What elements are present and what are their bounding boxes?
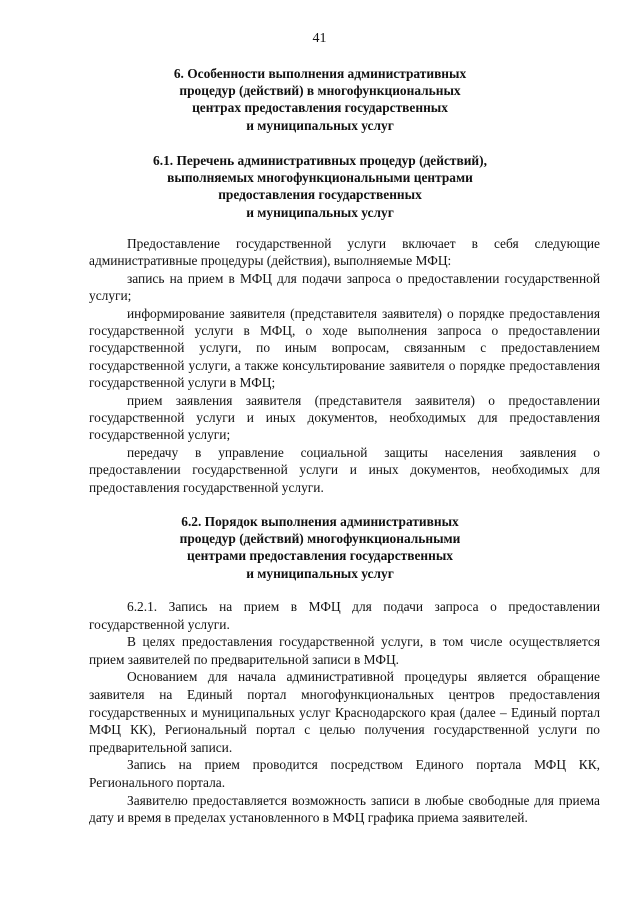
heading-line: процедур (действий) многофункциональными: [179, 531, 461, 547]
section-6-2-body: [89, 598, 600, 827]
section-6-heading: [60, 65, 580, 134]
list-item: передачу в управление социальной защиты населения заявления о предоставлении государственной услуги и иных документов, необходимых для предоставления государственной услуги.: [89, 444, 600, 495]
paragraph: Предоставление государственной услуги включает в себя следующие административные процедуры (действия), выполняемые МФЦ:: [89, 236, 600, 269]
paragraph: 6.2.1. Запись на прием в МФЦ для подачи запроса о предоставлении государственной услуги.: [89, 599, 600, 632]
list-item: запись на прием в МФЦ для подачи запроса о предоставлении государственной услуги;: [89, 270, 600, 304]
section-6-1-heading: [60, 152, 580, 221]
heading-line: выполняемых многофункциональными центрами: [167, 170, 473, 186]
list-item: прием заявления заявителя (представителя заявителя) о предоставлении государственной услуги и иных документов, необходимых для предоставления государственной услуги;: [89, 392, 600, 443]
paragraph: Заявителю предоставляется возможность записи в любые свободные для приема дату и время в пределах установленного в МФЦ графика приема заявителей.: [89, 792, 600, 826]
section-6-2-heading: [60, 513, 580, 582]
heading-line: предоставления государственных: [218, 187, 422, 203]
paragraph: Основанием для начала административной процедуры является обращение заявителя на Единый портал многофункциональных центров предоставления государственных и муниципальных услуг Краснодарского края (далее – Единый портал МФЦ КК), Региональный портал с целью получения государственной услуги по предварительной записи.: [89, 669, 600, 755]
heading-line: 6.1. Перечень административных процедур (действий),: [153, 153, 487, 168]
heading-line: и муниципальных услуг: [246, 204, 394, 220]
heading-line: и муниципальных услуг: [246, 117, 394, 133]
heading-line: 6. Особенности выполнения административных: [173, 66, 467, 81]
heading-line: центрах предоставления государственных: [192, 100, 448, 116]
paragraph: В целях предоставления государственной услуги, в том числе осуществляется прием заявителей по предварительной записи в МФЦ.: [89, 634, 600, 667]
page-number: 41: [312, 31, 327, 46]
heading-line: 6.2. Порядок выполнения административных: [181, 514, 459, 529]
paragraph: Запись на прием проводится посредством Единого портала МФЦ КК, Регионального портала.: [89, 757, 600, 790]
heading-line: и муниципальных услуг: [246, 565, 394, 581]
heading-line: процедур (действий) в многофункциональных: [179, 83, 461, 99]
section-6-1-body: [89, 235, 600, 496]
heading-line: центрами предоставления государственных: [186, 548, 453, 564]
list-item: информирование заявителя (представителя заявителя) о порядке предоставления государственной услуги в МФЦ, о ходе выполнения запроса о предоставлении государственной услуги, по иным вопросам, связанным с предоставлением государственной услуги, а также консультирование заявителя о порядке предоставления государственной услуги в МФЦ;: [89, 305, 600, 391]
